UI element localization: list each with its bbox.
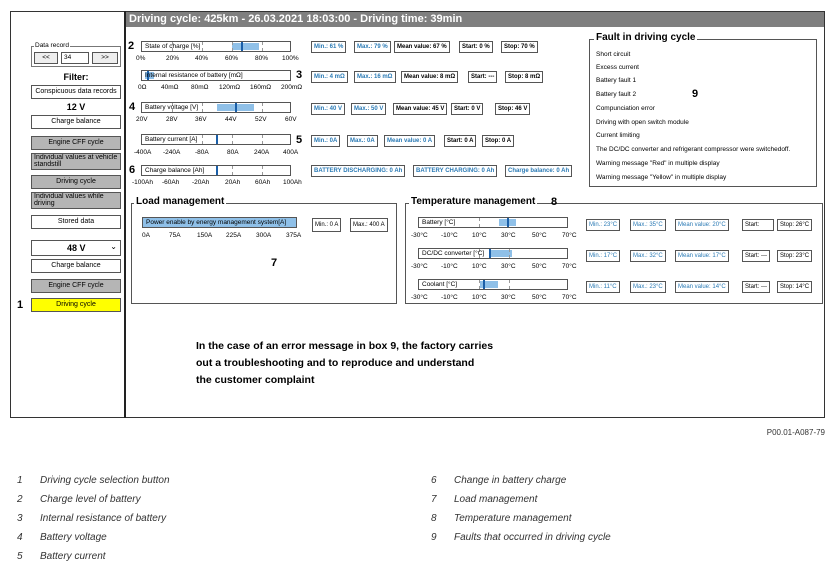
voltage-start: Start: 0 V	[451, 103, 483, 115]
scale-tick: 80mΩ	[191, 84, 209, 91]
scale-tick: 100Ah	[283, 179, 302, 186]
charge-balance-marker	[216, 166, 218, 175]
next-record-button[interactable]: >>	[92, 52, 118, 64]
record-number-input[interactable]: 34	[61, 52, 89, 64]
soc-start: Start: 0 %	[459, 41, 493, 53]
callout-3: 3	[296, 69, 303, 81]
legend-text: Battery voltage	[40, 532, 107, 543]
tick	[509, 280, 510, 289]
scale-tick: 10°C	[472, 232, 487, 239]
temp-battery-bar	[418, 217, 568, 228]
scale-tick: 80A	[227, 149, 239, 156]
conspicuous-records-button[interactable]: Conspicuous data records	[31, 85, 121, 99]
load-max: Max.: 400 A	[350, 218, 388, 232]
charge-balance-value: Charge balance: 0 Ah	[505, 165, 572, 177]
legend-text: Faults that occurred in driving cycle	[454, 532, 611, 543]
scale-tick: 0Ω	[138, 84, 147, 91]
v48-engine-cff-button[interactable]: Engine CFF cycle	[31, 279, 121, 293]
scale-tick: 50°C	[532, 294, 547, 301]
scale-tick: 40mΩ	[161, 84, 179, 91]
soc-label: State of charge [%]	[145, 43, 201, 50]
callout-9: 9	[692, 88, 699, 100]
scale-tick: 160mΩ	[250, 84, 272, 91]
resistance-start: Start: ---	[468, 71, 497, 83]
tick	[262, 166, 263, 175]
scale-tick: 100%	[282, 55, 299, 62]
scale-tick: 30°C	[501, 263, 516, 270]
scale-tick: 375A	[286, 232, 302, 239]
fault-item: Warning message "Yellow" in multiple display	[596, 174, 727, 181]
v12-stored-data-button[interactable]: Stored data	[31, 215, 121, 229]
load-min: Min.: 0 A	[312, 218, 341, 232]
voltage-mean: Mean value: 45 V	[393, 103, 447, 115]
scale-tick: 75A	[169, 232, 181, 239]
filter-label: Filter:	[63, 72, 89, 82]
driving-cycle-title: Driving cycle: 425km - 26.03.2021 18:03:00 - Driving time: 39min	[125, 12, 824, 27]
callout-8: 8	[551, 196, 558, 208]
temp-coolant-marker	[483, 280, 485, 289]
scale-tick: -30°C	[411, 294, 428, 301]
scale-tick: 60V	[285, 116, 297, 123]
scale-tick: -10°C	[441, 232, 458, 239]
temp-dcdc-marker	[489, 249, 491, 258]
callout-4: 4	[129, 101, 136, 113]
voltage-label: Battery voltage [V]	[145, 104, 199, 111]
temp-dcdc-min: Min.: 17°C	[586, 250, 620, 262]
tick	[202, 42, 203, 51]
fault-item: Driving with open switch module	[596, 119, 689, 126]
scale-tick: 20%	[166, 55, 180, 62]
legend-number: 5	[17, 551, 23, 562]
soc-bar	[141, 41, 291, 52]
temp-dcdc-max: Max.: 32°C	[630, 250, 666, 262]
voltage-max: Max.: 50 V	[351, 103, 386, 115]
legend-text: Charge level of battery	[40, 494, 141, 505]
temp-dcdc-label: DC/DC converter [°C]	[422, 250, 485, 257]
scale-tick: -10°C	[441, 263, 458, 270]
scale-tick: -30°C	[411, 263, 428, 270]
tick	[202, 135, 203, 144]
current-bar	[141, 134, 291, 145]
v12-while-driving-button[interactable]: Individual values while driving	[31, 192, 121, 209]
tick	[232, 166, 233, 175]
scale-tick: 70°C	[562, 232, 577, 239]
charge-balance-bar	[141, 165, 291, 176]
soc-mean-marker	[241, 42, 243, 51]
fault-item: Compunciation error	[596, 105, 655, 112]
tick	[479, 218, 480, 227]
note-line: the customer complaint	[196, 374, 315, 386]
temp-dcdc-mean: Mean value: 17°C	[675, 250, 729, 262]
fault-item: The DC/DC converter and refrigerant compressor were switchedoff.	[596, 146, 791, 153]
legend-number: 4	[17, 532, 23, 543]
note-line: In the case of an error message in box 9, the factory carries	[196, 340, 494, 352]
scale-tick: -100Ah	[132, 179, 153, 186]
legend-number: 6	[431, 475, 437, 486]
soc-min: Min.: 61 %	[311, 41, 346, 53]
scale-tick: -30°C	[411, 232, 428, 239]
callout-2: 2	[128, 40, 135, 52]
current-stop: Stop: 0 A	[482, 135, 514, 147]
scale-tick: 10°C	[472, 263, 487, 270]
tick	[202, 103, 203, 112]
fault-item: Excess current	[596, 64, 639, 71]
resistance-stop: Stop: 8 mΩ	[505, 71, 543, 83]
scale-tick: 44V	[225, 116, 237, 123]
resistance-min: Min.: 4 mΩ	[311, 71, 348, 83]
scale-tick: 20V	[136, 116, 148, 123]
temp-coolant-min: Min.: 11°C	[586, 281, 620, 293]
v48-charge-balance-button[interactable]: Charge balance	[31, 259, 121, 273]
scale-tick: 225A	[226, 232, 242, 239]
document-reference: P00.01-A087-79	[766, 428, 825, 437]
scale-tick: 52V	[255, 116, 267, 123]
legend-number: 8	[431, 513, 437, 524]
scale-tick: 240A	[254, 149, 270, 156]
v12-standstill-button[interactable]: Individual values at vehicle standstill	[31, 153, 121, 170]
temp-coolant-label: Coolant [°C]	[422, 281, 458, 288]
tick	[262, 135, 263, 144]
temp-battery-mean: Mean value: 20°C	[675, 219, 729, 231]
load-title: Load management	[136, 196, 225, 207]
fault-title: Fault in driving cycle	[596, 32, 696, 43]
resistance-bar	[141, 70, 291, 81]
voltage-mean-marker	[235, 103, 237, 112]
scale-tick: 60Ah	[255, 179, 271, 186]
legend-text: Load management	[454, 494, 538, 505]
scale-tick: 30°C	[501, 232, 516, 239]
scale-tick: 70°C	[562, 263, 577, 270]
temp-battery-stop: Stop: 26°C	[777, 219, 812, 231]
scale-tick: 300A	[256, 232, 272, 239]
load-bar-label: Power enable by energy management system[A]	[146, 219, 287, 226]
temp-dcdc-stop: Stop: 23°C	[777, 250, 812, 262]
scale-tick: 70°C	[562, 294, 577, 301]
legend-number: 2	[17, 494, 23, 505]
scale-tick: 28V	[166, 116, 178, 123]
v12-driving-cycle-button[interactable]: Driving cycle	[31, 175, 121, 189]
scale-tick: 30°C	[501, 294, 516, 301]
note-line: out a troubleshooting and to reproduce and understand	[196, 357, 475, 369]
voltage-stop: Stop: 46 V	[495, 103, 530, 115]
scale-tick: -10°C	[441, 294, 458, 301]
soc-range-fill	[232, 43, 259, 50]
current-mean-marker	[216, 135, 218, 144]
fault-item: Battery fault 2	[596, 91, 637, 98]
v12-engine-cff-button[interactable]: Engine CFF cycle	[31, 136, 121, 150]
scale-tick: 50°C	[532, 232, 547, 239]
scale-tick: -80A	[195, 149, 209, 156]
scale-tick: 36V	[195, 116, 207, 123]
voltage-bar	[141, 102, 291, 113]
scale-tick: 80%	[255, 55, 269, 62]
temp-coolant-max: Max.: 23°C	[630, 281, 666, 293]
tick	[509, 249, 510, 258]
temp-battery-min: Min.: 23°C	[586, 219, 620, 231]
legend-number: 3	[17, 513, 23, 524]
scale-tick: 400A	[283, 149, 299, 156]
scale-tick: 40%	[195, 55, 209, 62]
voltage-min: Min.: 40 V	[311, 103, 345, 115]
temp-coolant-mean: Mean value: 14°C	[675, 281, 729, 293]
charge-balance-label: Charge balance [Ah]	[145, 167, 205, 174]
fault-item: Battery fault 1	[596, 77, 637, 84]
scale-tick: 10°C	[472, 294, 487, 301]
scale-tick: 60%	[225, 55, 239, 62]
v48-driving-cycle-button[interactable]: Driving cycle	[31, 298, 121, 312]
voltage-select[interactable]	[31, 240, 121, 256]
soc-stop: Stop: 70 %	[501, 41, 538, 53]
current-min: Min.: 0A	[311, 135, 340, 147]
scale-tick: -60Ah	[162, 179, 180, 186]
temp-battery-marker	[507, 218, 509, 227]
soc-max: Max.: 79 %	[354, 41, 391, 53]
legend-number: 1	[17, 475, 23, 486]
scale-tick: -400A	[134, 149, 152, 156]
v48-label: 48 V	[67, 243, 86, 253]
current-label: Battery current [A]	[145, 136, 198, 143]
scale-tick: 200mΩ	[281, 84, 303, 91]
resistance-label: Internal resistance of battery [mΩ]	[145, 72, 243, 79]
legend-number: 9	[431, 532, 437, 543]
scale-tick: 120mΩ	[219, 84, 241, 91]
scale-tick: 0%	[136, 55, 146, 62]
temp-dcdc-bar	[418, 248, 568, 259]
tick	[232, 135, 233, 144]
legend-number: 7	[431, 494, 437, 505]
temp-battery-label: Battery [°C]	[422, 219, 456, 226]
tick	[232, 42, 233, 51]
scale-tick: 20Ah	[225, 179, 241, 186]
legend-text: Temperature management	[454, 513, 572, 524]
sidebar-divider	[124, 11, 126, 418]
fault-item: Short circuit	[596, 51, 631, 58]
tick	[262, 103, 263, 112]
temp-coolant-stop: Stop: 14°C	[777, 281, 812, 293]
temp-battery-start: Start:	[742, 219, 774, 231]
current-max: Max.: 0A	[347, 135, 378, 147]
v12-label: 12 V	[66, 102, 86, 112]
legend-text: Battery current	[40, 551, 106, 562]
scale-tick: 0A	[142, 232, 150, 239]
legend-text: Change in battery charge	[454, 475, 567, 486]
load-bar	[142, 217, 297, 228]
scale-tick: -240A	[163, 149, 181, 156]
fault-item: Current limiting	[596, 132, 640, 139]
callout-6: 6	[129, 164, 136, 176]
legend-text: Driving cycle selection button	[40, 475, 170, 486]
temp-coolant-start: Start: ---	[742, 281, 770, 293]
scale-tick: 150A	[197, 232, 213, 239]
resistance-mean: Mean value: 8 mΩ	[401, 71, 458, 83]
resistance-max: Max.: 16 mΩ	[354, 71, 396, 83]
temp-coolant-bar	[418, 279, 568, 290]
legend-text: Internal resistance of battery	[40, 513, 167, 524]
scale-tick: 50°C	[532, 263, 547, 270]
callout-7: 7	[271, 257, 278, 269]
callout-5: 5	[296, 134, 303, 146]
soc-mean: Mean value: 67 %	[394, 41, 450, 53]
scale-tick: -20Ah	[192, 179, 210, 186]
battery-charging: BATTERY CHARGING: 0 Ah	[413, 165, 497, 177]
tick	[479, 280, 480, 289]
data-record-label: Data record	[35, 42, 69, 49]
tick	[262, 42, 263, 51]
current-mean: Mean value: 0 A	[384, 135, 435, 147]
temp-battery-max: Max.: 35°C	[630, 219, 666, 231]
v12-charge-balance-button[interactable]: Charge balance	[31, 115, 121, 129]
current-start: Start: 0 A	[444, 135, 476, 147]
chevron-down-icon: ⌄	[110, 242, 117, 251]
prev-record-button[interactable]: <<	[34, 52, 58, 64]
fault-item: Warning message "Red" in multiple display	[596, 160, 720, 167]
temp-dcdc-start: Start: ---	[742, 250, 770, 262]
temperature-title: Temperature management	[411, 196, 536, 207]
battery-discharging: BATTERY DISCHARGING: 0 Ah	[311, 165, 405, 177]
callout-1: 1	[17, 299, 24, 311]
